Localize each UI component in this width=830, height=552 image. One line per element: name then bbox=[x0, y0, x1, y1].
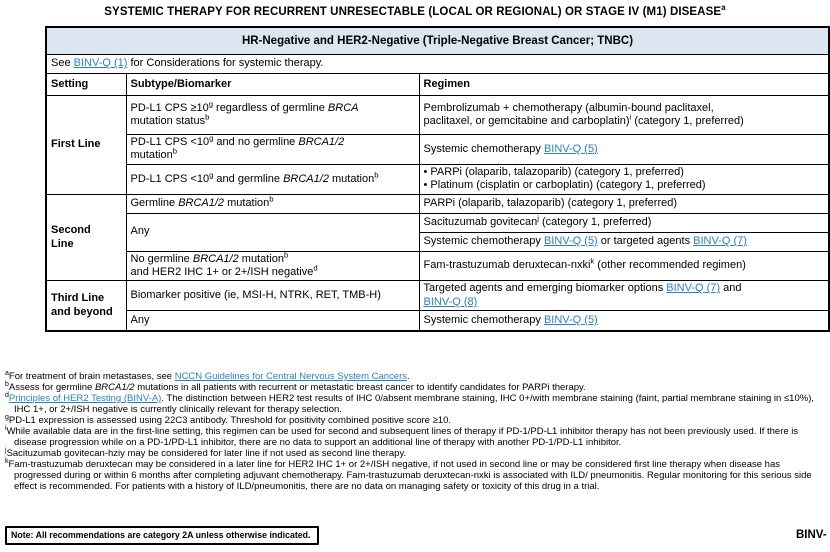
setting-cell-first-line: First Line bbox=[46, 96, 126, 195]
column-header-setting: Setting bbox=[46, 74, 126, 96]
table-row bbox=[46, 96, 829, 135]
page-number-label: BINV- bbox=[796, 529, 827, 541]
footnote-mark: k bbox=[5, 457, 9, 465]
binv-q-5-link[interactable]: BINV-Q (5) bbox=[543, 142, 598, 155]
binv-q-1-link[interactable]: BINV-Q (1) bbox=[73, 57, 128, 70]
footnote-g: $^g$PD-L1 expression is assessed using 22C3 antibody. Threshold for positivity combined positive score ≥10. bbox=[5, 413, 451, 427]
table-banner: HR-Negative and HER2-Negative (Triple-Negative Breast Cancer; TNBC) bbox=[46, 27, 829, 55]
footnote-mark: d bbox=[5, 391, 9, 399]
table-row bbox=[46, 135, 829, 165]
therapy-table bbox=[45, 26, 830, 332]
footnote-mark: g bbox=[5, 413, 9, 421]
category-note: Note: All recommendations are category 2A unless otherwise indicated. bbox=[5, 526, 319, 545]
page-title: SYSTEMIC THERAPY FOR RECURRENT UNRESECTABLE (LOCAL OR REGIONAL) OR STAGE IV (M1) DISEASE$^a$ bbox=[104, 3, 726, 18]
subtype-cell: PD-L1 CPS $\ge 10^g$ regardless of germline BRCA mutation status$^b$ bbox=[126, 96, 419, 135]
regimen-cell: Fam-trastuzumab deruxtecan-nxki$^k$ (other recommended regimen) bbox=[419, 251, 829, 281]
binv-q-7-link[interactable]: BINV-Q (7) bbox=[666, 282, 721, 295]
binv-q-5-link[interactable]: BINV-Q (5) bbox=[543, 234, 598, 247]
subtype-cell: Biomarker positive (ie, MSI-H, NTRK, RET, TMB-H) bbox=[126, 281, 419, 311]
setting-cell-third-line: Third Line and beyond bbox=[46, 281, 126, 331]
regimen-cell: Systemic chemotherapy BINV-Q (5) bbox=[419, 135, 829, 165]
binv-q-5-link[interactable]: BINV-Q (5) bbox=[543, 313, 598, 326]
footnote-mark: i bbox=[5, 424, 7, 432]
subtype-cell: Germline BRCA1/2 mutation$^b$ bbox=[126, 194, 419, 213]
column-header-subtype: Subtype/Biomarker bbox=[126, 74, 419, 96]
footnote-k: $^k$Fam-trastuzumab deruxtecan may be considered in a later line for HER2 IHC 1+ or 2+/ISH negative, if not used in second line or may be considered first line therapy when disease has progressed during or within 6 months after completing adjuvant chemotherapy. Fam-trastuzumab deruxtecan-nxki is associated with ILD/ pneumonitis. Regular monitoring for this serious side effect is recommended. For patients with a history of ILD/pneumonitis, there are no data on managing safety or toxicity of this drug in a trial. bbox=[5, 457, 812, 493]
title-footnote-mark: a bbox=[721, 3, 726, 13]
table-row bbox=[46, 281, 829, 311]
regimen-cell: Pembrolizumab + chemotherapy (albumin-bound paclitaxel, paclitaxel, or gemcitabine and carboplatin)$^i$ (category 1, preferred) bbox=[419, 96, 829, 135]
regimen-cell: Sacituzumab govitecan$^j$ (category 1, preferred) bbox=[419, 213, 829, 232]
footnote-i: $^i$While available data are in the first-line setting, this regimen can be used for second and subsequent lines of therapy if PD-1/PD-L1 inhibitor therapy has not been previously used. If there is disease progression while on a PD-1/PD-L1 inhibitor, there are no data to support an additional line of therapy with another PD-1/PD-L1 inhibitor. bbox=[5, 424, 799, 449]
table-row bbox=[46, 251, 829, 281]
subtype-cell: Any bbox=[126, 213, 419, 251]
table-row bbox=[46, 213, 829, 232]
regimen-cell: Targeted agents and emerging biomarker options BINV-Q (7) and BINV-Q (8) bbox=[419, 281, 829, 311]
footnote-j: $^j$Sacituzumab govitecan-hziy may be considered for later line if not used as second line therapy. bbox=[5, 446, 407, 460]
setting-cell-second-line: Second Line bbox=[46, 194, 126, 281]
binv-q-7-link[interactable]: BINV-Q (7) bbox=[693, 234, 747, 247]
footnote-a: $^a$For treatment of brain metastases, see NCCN Guidelines for Central Nervous System Cancers. bbox=[5, 369, 410, 382]
table-row bbox=[46, 311, 829, 331]
table-row bbox=[46, 194, 829, 213]
subtype-cell: PD-L1 CPS $<10^g$ and no germline BRCA1/2 mutation$^b$ bbox=[126, 135, 419, 165]
table-row bbox=[46, 27, 829, 55]
her2-testing-binv-a-link[interactable]: Principles of HER2 Testing (BINV-A) bbox=[8, 393, 162, 405]
subtype-cell: Any bbox=[126, 311, 419, 331]
table-row bbox=[46, 55, 829, 74]
see-considerations-row: See BINV-Q (1) for Considerations for systemic therapy. bbox=[46, 55, 829, 74]
subtype-cell: PD-L1 CPS $<10^g$ and germline BRCA1/2 mutation$^b$ bbox=[126, 164, 419, 194]
regimen-cell: Systemic chemotherapy BINV-Q (5) or targeted agents BINV-Q (7) bbox=[419, 232, 829, 251]
table-row bbox=[46, 164, 829, 194]
column-header-regimen: Regimen bbox=[419, 74, 829, 96]
footnote-mark: j bbox=[5, 446, 7, 454]
regimen-cell: PARPi (olaparib, talazoparib) (category 1, preferred) bbox=[419, 194, 829, 213]
footnote-b: $^b$Assess for germline BRCA1/2 mutations in all patients with recurrent or metastatic breast cancer to identify candidates for PARPi therapy. bbox=[5, 380, 586, 394]
subtype-cell: No germline BRCA1/2 mutation$^b$ and HER2 IHC 1+ or 2+/ISH negative$^d$ bbox=[126, 251, 419, 281]
footnote-d: $^d$Principles of HER2 Testing (BINV-A). The distinction between HER2 test results of IHC 0/absent membrane staining, IHC 0+/with membrane staining (faint, partial membrane staining in ≤10%), IHC 1+, or 2+/ISH negative is currently clinically relevant for therapy selection. bbox=[5, 391, 814, 416]
footnote-mark: b bbox=[5, 380, 9, 388]
footnote-mark: a bbox=[5, 369, 9, 377]
table-header-row bbox=[46, 74, 829, 96]
binv-q-8-link[interactable]: BINV-Q (8) bbox=[423, 295, 478, 308]
nccn-cns-guidelines-link[interactable]: NCCN Guidelines for Central Nervous System Cancers bbox=[174, 371, 408, 382]
regimen-cell: Systemic chemotherapy BINV-Q (5) bbox=[419, 311, 829, 331]
footnotes-section bbox=[5, 371, 827, 492]
regimen-cell: • PARPi (olaparib, talazoparib) (category 1, preferred) • Platinum (cisplatin or carboplatin) (category 1, preferred) bbox=[419, 164, 829, 194]
